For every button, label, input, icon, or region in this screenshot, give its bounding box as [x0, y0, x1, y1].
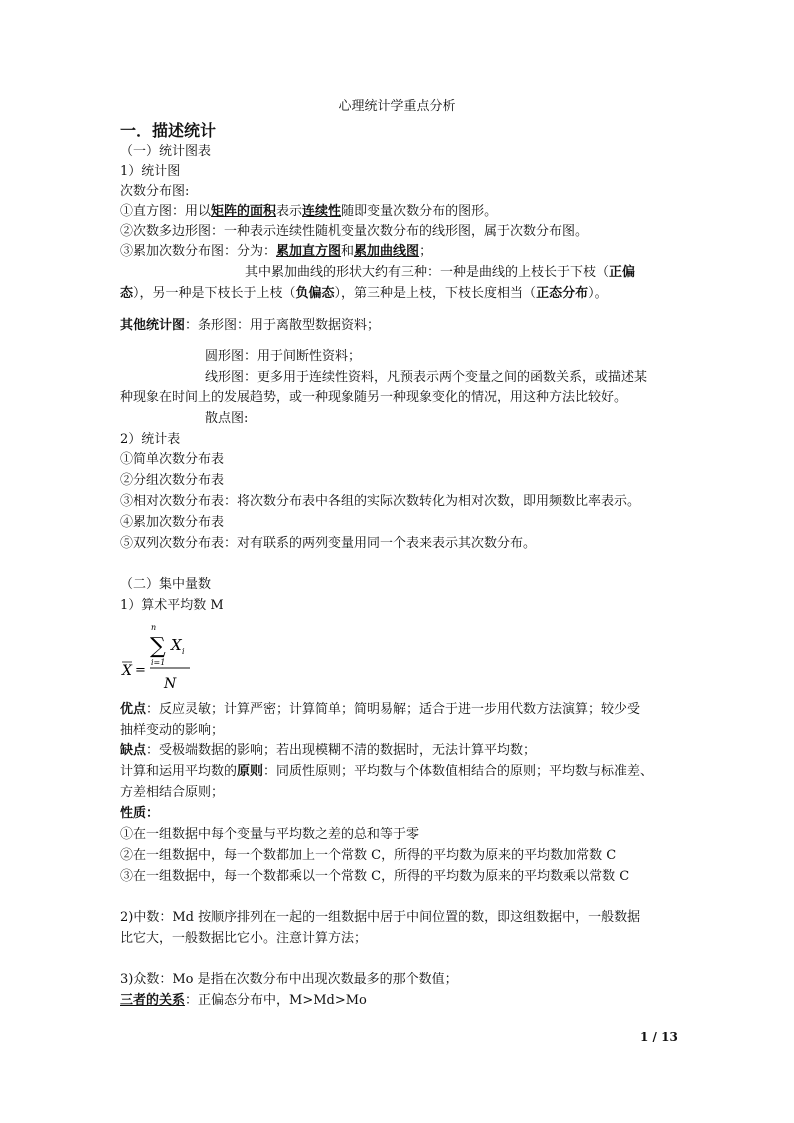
relation-line: 三者的关系：正偏态分布中，M>Md>Mo	[120, 993, 367, 1008]
freq-graphs-label: 次数分布图:	[120, 184, 190, 199]
property-2: ②在一组数据中，每一个数都加上一个常数 C，所得的平均数为原来的平均数加常数 C	[120, 848, 617, 863]
principles-line-2: 方差相结合原则；	[120, 785, 225, 800]
formula-sub-i: i	[182, 647, 185, 656]
subsection-charts: 1）统计图	[120, 164, 181, 179]
principles-line: 计算和运用平均数的原则：同质性原则；平均数与个体数值相结合的原则；平均数与标准差、	[120, 764, 654, 779]
advantages-line: 优点：反应灵敏；计算严密；计算简单；简明易解；适合于进一步用代数方法演算；较少受	[120, 702, 641, 717]
heading-descriptive-stats: 一．描述统计	[120, 121, 217, 140]
formula-n: n	[151, 623, 157, 632]
property-3: ③在一组数据中，每一个数都乘以一个常数 C，所得的平均数为原来的平均数乘以常数 C	[120, 869, 630, 884]
mode-line: 3)众数：Mo 是指在次数分布中出现次数最多的那个数值；	[120, 972, 458, 987]
subsection-tables: 2）统计表	[120, 432, 181, 447]
table-type-5: ⑤双列次数分布表：对有联系的两列变量用同一个表来表示其次数分布。	[120, 536, 537, 551]
page-number: 1 / 13	[640, 1030, 678, 1044]
other-charts-line: 其他统计图：条形图：用于离散型数据资料；	[120, 318, 381, 333]
doc-title: 心理统计学重点分析	[338, 99, 456, 114]
scatter-line: 散点图:	[205, 411, 249, 426]
table-type-4: ④累加次数分布表	[120, 515, 225, 530]
formula-i1: i=1	[151, 658, 166, 667]
curve-shapes-line-2: 态），另一种是下枝长于上枝（负偏态），第三种是上枝，下枝长度相当（正态分布）。	[120, 286, 608, 301]
disadvantages-line: 缺点：受极端数据的影响；若出现模糊不清的数据时，无法计算平均数；	[120, 743, 537, 758]
formula-sigma: ∑	[150, 634, 166, 659]
table-type-3: ③相对次数分布表：将次数分布表中各组的实际次数转化为相对次数，即用频数比率表示。	[120, 494, 641, 509]
curve-shapes-line: 其中累加曲线的形状大约有三种：一种是曲线的上枝长于下枝（正偏	[245, 265, 636, 280]
advantages-line-2: 抽样变动的影响；	[120, 723, 225, 738]
formula-equals: =	[135, 663, 146, 678]
table-type-1: ①简单次数分布表	[120, 452, 225, 467]
mean-formula	[120, 622, 240, 692]
section-charts-tables: （一）统计图表	[120, 144, 212, 159]
property-1: ①在一组数据中每个变量与平均数之差的总和等于零	[120, 827, 420, 842]
line-chart-line: 线形图：更多用于连续性资料，凡预表示两个变量之间的函数关系，或描述某	[205, 370, 648, 385]
subsection-mean: 1）算术平均数 M	[120, 598, 224, 613]
table-type-2: ②分组次数分布表	[120, 473, 225, 488]
section-central-tendency: （二）集中量数	[120, 577, 212, 592]
histogram-line: ①直方图：用以矩阵的面积表示连续性随即变量次数分布的图形。	[120, 204, 498, 219]
formula-N: N	[164, 676, 177, 692]
pie-chart-line: 圆形图：用于间断性资料；	[205, 349, 362, 364]
line-chart-line-2: 种现象在时间上的发展趋势，或一种现象随另一种现象变化的情况，用这种方法比较好。	[120, 390, 628, 405]
median-line-2: 比它大，一般数据比它小。注意计算方法；	[120, 931, 368, 946]
cumulative-line: ③累加次数分布图：分为：累加直方图和累加曲线图；	[120, 244, 433, 259]
properties-label: 性质：	[120, 806, 160, 821]
formula-xbar: X	[122, 663, 132, 679]
polygon-line: ②次数多边形图：一种表示连续性随机变量次数分布的线形图，属于次数分布图。	[120, 224, 589, 239]
formula-x: X	[171, 636, 182, 654]
median-line: 2)中数：Md 按顺序排列在一起的一组数据中居于中间位置的数，即这组数据中，一般数据	[120, 910, 641, 925]
